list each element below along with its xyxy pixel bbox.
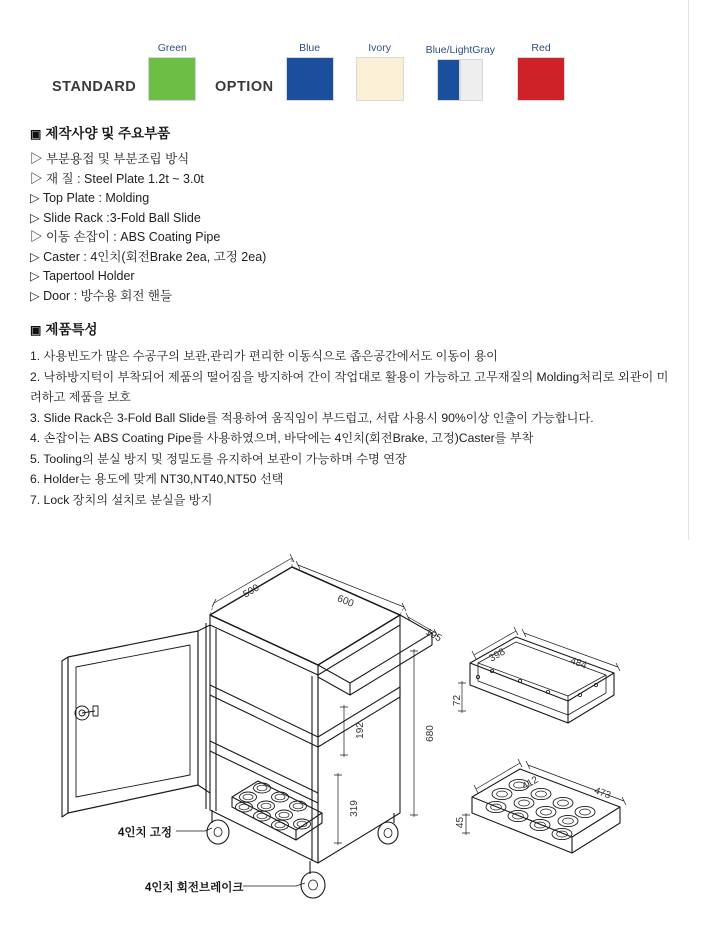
standard-group [52, 42, 206, 101]
swatch-box-blue [286, 57, 334, 101]
dimension-484: 484 [568, 655, 589, 672]
features-section [30, 318, 680, 510]
swatch-label-blue-lightgray: Blue/LightGray [425, 44, 496, 56]
spec-line: ▷ Caster : 4인치(회전Brake 2ea, 고정 2ea) [30, 249, 267, 264]
swatch-label-green: Green [157, 42, 187, 54]
features-marker-icon: ▣ [30, 323, 42, 337]
option-word: OPTION [215, 79, 274, 95]
color-swatch-bar [0, 18, 709, 108]
spec-line: ▷ Door : 방수용 회전 핸들 [30, 288, 173, 303]
spec-line: ▷ Top Plate : Molding [30, 191, 150, 205]
dimension-45: 45 [455, 816, 467, 829]
spec-line: ▷ 재 질 : Steel Plate 1.2t ~ 3.0t [30, 171, 204, 186]
spec-line: ▷ Tapertool Holder [30, 269, 135, 283]
feature-line: 7. Lock 장치의 설치로 분실을 방지 [30, 492, 213, 507]
feature-line: 3. Slide Rack은 3-Fold Ball Slide를 적용하여 움직임이 부드럽고, 서랍 사용시 90%이상 인출이 가능합니다. [30, 410, 594, 425]
callout-fixed-caster: 4인치 고정 [118, 827, 173, 839]
features-title-text: 제품특성 [45, 322, 98, 337]
swatch-label-red: Red [531, 42, 551, 54]
swatch-red [517, 42, 565, 101]
swatch-label-blue: Blue [299, 42, 321, 54]
option-group [215, 42, 575, 101]
dimension-195: 195 [423, 626, 444, 645]
dimension-412: 412 [520, 774, 541, 793]
swatch-box-ivory [356, 57, 404, 101]
dimension-600: 600 [335, 593, 356, 610]
swatch-blue [286, 42, 334, 101]
feature-line: 5. Tooling의 분실 방지 및 정밀도를 유지하여 보관이 가능하며 수명 연장 [30, 451, 407, 466]
swatch-ivory [356, 42, 404, 101]
dimension-473: 473 [592, 785, 613, 802]
swatch-box-red [517, 57, 565, 101]
spec-line: ▷ 이동 손잡이 : ABS Coating Pipe [30, 230, 221, 244]
swatch-box-blue-lightgray [437, 59, 483, 101]
feature-line: 6. Holder는 용도에 맞게 NT30,NT40,NT50 선택 [30, 472, 284, 486]
swatch-green [148, 42, 196, 101]
dimension-500: 500 [241, 582, 262, 601]
drawing-svg [0, 545, 709, 945]
spec-title [30, 122, 680, 142]
dimension-192: 192 [354, 722, 366, 739]
feature-line: 1. 사용빈도가 많은 수공구의 보관,관리가 편리한 이동식으로 좁은공간에서도 이동이 용이 [30, 349, 498, 363]
feature-line: 4. 손잡이는 ABS Coating Pipe를 사용하였으며, 바닥에는 4인치(회전Brake, 고정)Caster를 부착 [30, 431, 534, 445]
callout-swivel-brake-caster: 4인치 회전브레이크 [145, 882, 244, 894]
dimension-398: 398 [487, 646, 508, 665]
standard-word: STANDARD [52, 79, 137, 95]
spec-line: ▷ 부분용접 및 부분조립 방식 [30, 152, 190, 166]
dimension-680: 680 [424, 725, 436, 742]
swatch-box-green [148, 57, 196, 101]
spec-section [30, 122, 680, 306]
right-divider [688, 0, 689, 540]
spec-line: ▷ Slide Rack :3-Fold Ball Slide [30, 210, 201, 225]
dimension-319: 319 [348, 800, 360, 817]
feature-line: 2. 낙하방지턱이 부착되어 제품의 떨어짐을 방지하여 간이 작업대로 활용이 가능하고 고무재질의 Molding처리로 외관이 미려하고 제품을 보호 [30, 369, 669, 404]
technical-drawing [0, 545, 709, 945]
spec-marker-icon: ▣ [30, 127, 42, 141]
dimension-72: 72 [452, 694, 464, 707]
features-title [30, 318, 680, 338]
swatch-blue-lightgray [426, 44, 495, 101]
spec-title-text: 제작사양 및 주요부품 [45, 126, 171, 141]
swatch-label-ivory: Ivory [368, 42, 391, 54]
